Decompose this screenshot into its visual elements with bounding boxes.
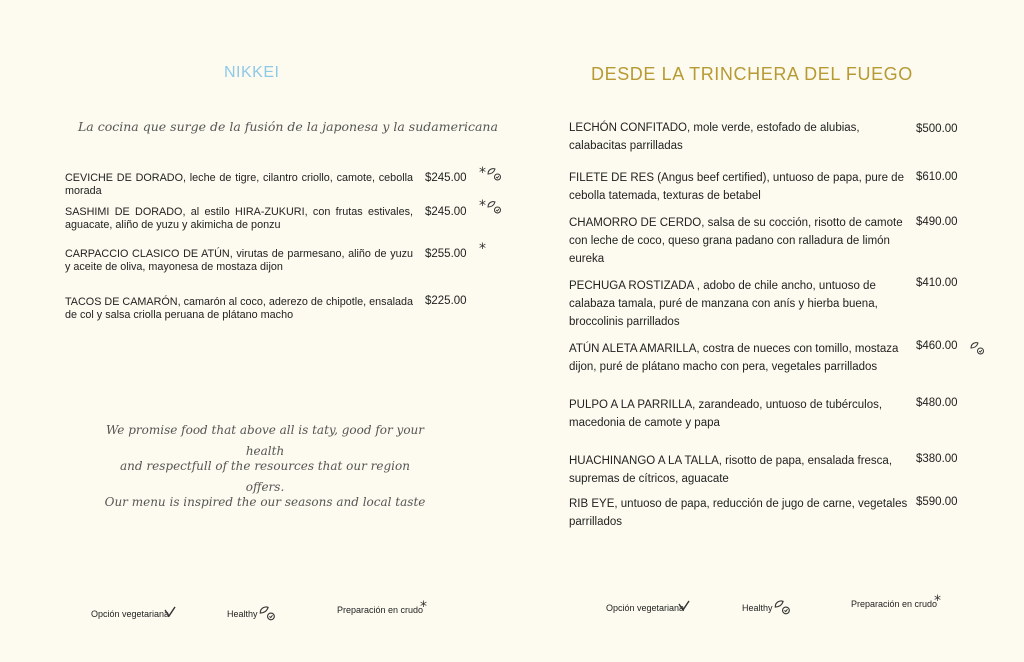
legend-vegetarian-label: Opción vegetariana <box>606 603 685 613</box>
item-desc: , virutas de parmesano, aliño de yuzu y aceite de oliva, mayonesa de mostaza dijon <box>65 248 413 273</box>
item-price: $500.00 <box>916 123 958 135</box>
legend-healthy-label: Healthy <box>227 609 258 619</box>
legend-healthy-label: Healthy <box>742 603 773 613</box>
promise-text <box>100 420 430 513</box>
menu-item-lechon <box>569 119 909 155</box>
raw-icon: * <box>934 593 941 609</box>
item-price: $490.00 <box>916 216 958 228</box>
healthy-icon <box>773 598 791 616</box>
vegetarian-icon <box>677 599 691 613</box>
item-desc: , untuoso de papa, reducción de jugo de carne, vegetales parrillados <box>569 498 908 528</box>
item-price: $610.00 <box>916 171 958 183</box>
item-name: TACOS DE CAMARÓN <box>65 296 178 308</box>
nikkei-title: NIKKEI <box>224 64 280 81</box>
healthy-icon <box>258 604 276 622</box>
item-price: $245.00 <box>425 206 467 218</box>
item-desc: , adobo de chile ancho, untuoso de calabaza tamala, puré de manzana con anís y hierba buena, broccolinis parrillados <box>569 280 878 328</box>
item-desc: , zarandeado, untuoso de tubérculos, macedonia de camote y papa <box>569 399 883 429</box>
item-icons <box>479 166 502 182</box>
item-name: LECHÓN CONFITADO <box>569 122 687 134</box>
item-desc: , leche de tigre, cilantro criollo, camote, cebolla morada <box>65 172 413 197</box>
item-price: $590.00 <box>916 496 958 508</box>
healthy-icon <box>486 199 502 215</box>
menu-item-atun <box>569 340 909 376</box>
item-name: ATÚN ALETA AMARILLA <box>569 343 697 355</box>
legend-raw-label: Preparación en crudo <box>851 599 938 609</box>
item-icons <box>479 199 502 215</box>
vegetarian-icon <box>163 605 177 619</box>
item-price: $255.00 <box>425 248 467 260</box>
item-desc: , salsa de su cocción, risotto de camote con leche de coco, queso grana padano con ralladura de limón eureka <box>569 217 903 265</box>
menu-item-huachinango <box>569 452 909 488</box>
item-desc: , risotto de papa, ensalada fresca, supremas de cítricos, aguacate <box>569 455 893 485</box>
item-name: RIB EYE <box>569 498 615 510</box>
raw-icon: * <box>479 165 486 181</box>
item-desc: , camarón al coco, aderezo de chipotle, ensalada de col y salsa criolla peruana de plátano macho <box>65 296 413 321</box>
item-desc: (Angus beef certified), untuoso de papa, pure de cebolla tatemada, texturas de betabel <box>569 172 904 202</box>
item-name: FILETE DE RES <box>569 172 654 184</box>
raw-icon: * <box>479 241 486 257</box>
item-name: HUACHINANGO A LA TALLA <box>569 455 719 467</box>
menu-item-pechuga <box>569 277 909 331</box>
menu-item-chamorro <box>569 214 909 268</box>
item-name: SASHIMI DE DORADO <box>65 206 183 218</box>
menu-item-carpaccio <box>65 248 413 273</box>
healthy-icon <box>969 340 985 356</box>
fuego-title: DESDE LA TRINCHERA DEL FUEGO <box>591 64 913 84</box>
item-desc: , al estilo HIRA-ZUKURI, con frutas estivales, aguacate, aliño de yuzu y akimicha de ponzu <box>65 206 413 231</box>
item-desc: , mole verde, estofado de alubias, calabacitas parrilladas <box>569 122 860 152</box>
menu-item-sashimi <box>65 206 413 231</box>
item-desc: , costra de nueces con tomillo, mostaza dijon, puré de plátano macho con pera, vegetales parrillados <box>569 343 899 373</box>
item-name: CEVICHE DE DORADO <box>65 172 183 184</box>
raw-icon: * <box>479 198 486 214</box>
item-price: $480.00 <box>916 397 958 409</box>
promise-line: We promise food that above all is taty, good for your health <box>105 423 425 458</box>
legend-raw-label: Preparación en crudo <box>337 605 424 615</box>
item-icons <box>479 242 486 256</box>
item-price: $380.00 <box>916 453 958 465</box>
healthy-icon <box>486 166 502 182</box>
nikkei-tagline: La cocina que surge de la fusión de la japonesa y la sudamericana <box>78 119 498 134</box>
item-name: CARPACCIO CLASICO DE ATÚN <box>65 248 230 260</box>
promise-line: Our menu is inspired the our seasons and local taste <box>104 495 426 509</box>
item-name: CHAMORRO DE CERDO <box>569 217 702 229</box>
item-price: $225.00 <box>425 295 467 307</box>
menu-item-filete <box>569 169 909 205</box>
item-price: $460.00 <box>916 340 958 352</box>
menu-item-tacos <box>65 296 413 321</box>
item-name: PECHUGA ROSTIZADA <box>569 280 694 292</box>
menu-item-ceviche <box>65 172 413 197</box>
raw-icon: * <box>420 599 427 615</box>
item-name: PULPO A LA PARRILLA <box>569 399 693 411</box>
promise-line: and respectfull of the resources that our region offers. <box>120 459 410 494</box>
item-price: $245.00 <box>425 172 467 184</box>
item-price: $410.00 <box>916 277 958 289</box>
menu-item-ribeye <box>569 495 909 531</box>
legend-vegetarian-label: Opción vegetariana <box>91 609 170 619</box>
menu-item-pulpo <box>569 396 909 432</box>
